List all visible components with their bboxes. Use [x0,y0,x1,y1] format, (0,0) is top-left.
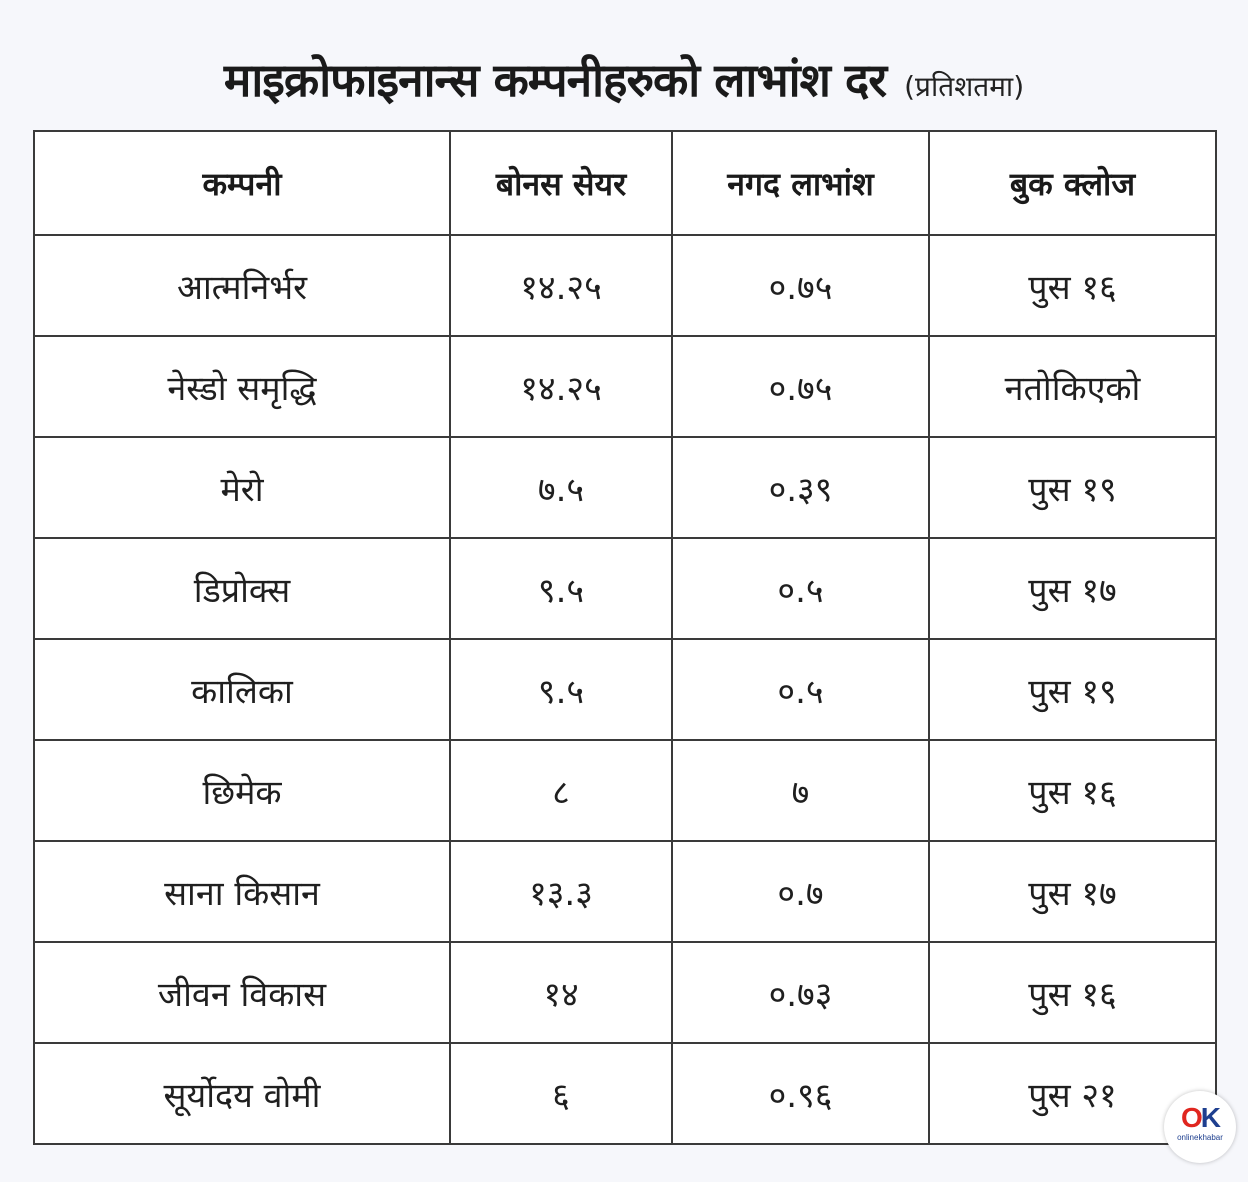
logo-k-letter: K [1200,1102,1219,1133]
logo-o-letter: O [1180,1102,1201,1133]
bonus-share-cell: ८ [450,740,672,841]
book-close-cell: पुस १९ [929,437,1216,538]
company-cell: छिमेक [34,740,450,841]
table-row [34,1043,1216,1144]
title-bar [0,48,1248,110]
page-subtitle: (प्रतिशतमा) [904,70,1025,103]
table-row [34,841,1216,942]
cash-dividend-cell: ०.९६ [672,1043,929,1144]
onlinekhabar-logo [1164,1091,1236,1163]
logo-wordmark: onlinekhabar [1177,1133,1223,1142]
company-cell: कालिका [34,639,450,740]
company-cell: सूर्योदय वोमी [34,1043,450,1144]
table-row [34,437,1216,538]
bonus-share-cell: ७.५ [450,437,672,538]
cash-dividend-cell: ०.७५ [672,336,929,437]
dividend-table [33,130,1217,1145]
column-header-bonus-share: बोनस सेयर [450,131,672,235]
cash-dividend-cell: ०.५ [672,538,929,639]
company-cell: डिप्रोक्स [34,538,450,639]
bonus-share-cell: १४.२५ [450,235,672,336]
bonus-share-cell: १४.२५ [450,336,672,437]
column-header-cash-dividend: नगद लाभांश [672,131,929,235]
company-cell: जीवन विकास [34,942,450,1043]
company-cell: आत्मनिर्भर [34,235,450,336]
bonus-share-cell: १३.३ [450,841,672,942]
book-close-cell: पुस १६ [929,740,1216,841]
ok-logo-mark [1164,1103,1236,1133]
cash-dividend-cell: ०.३९ [672,437,929,538]
bonus-share-cell: ९.५ [450,538,672,639]
company-cell: नेस्डो समृद्धि [34,336,450,437]
book-close-cell: पुस १६ [929,942,1216,1043]
table-row [34,538,1216,639]
bonus-share-cell: ६ [450,1043,672,1144]
column-header-company: कम्पनी [34,131,450,235]
table-row [34,740,1216,841]
book-close-cell: पुस १७ [929,538,1216,639]
book-close-cell: पुस १९ [929,639,1216,740]
cash-dividend-cell: ०.७ [672,841,929,942]
column-header-book-close: बुक क्लोज [929,131,1216,235]
table-header-row [34,131,1216,235]
cash-dividend-cell: ०.५ [672,639,929,740]
cash-dividend-cell: ०.७५ [672,235,929,336]
table-row [34,336,1216,437]
table-row [34,235,1216,336]
table-row [34,639,1216,740]
book-close-cell: पुस १६ [929,235,1216,336]
book-close-cell: पुस १७ [929,841,1216,942]
company-cell: मेरो [34,437,450,538]
company-cell: साना किसान [34,841,450,942]
cash-dividend-cell: ०.७३ [672,942,929,1043]
page-title: माइक्रोफाइनान्स कम्पनीहरुको लाभांश दर [223,53,887,107]
cash-dividend-cell: ७ [672,740,929,841]
bonus-share-cell: ९.५ [450,639,672,740]
bonus-share-cell: १४ [450,942,672,1043]
book-close-cell: नतोकिएको [929,336,1216,437]
table-row [34,942,1216,1043]
book-close-cell: पुस २१ [929,1043,1216,1144]
